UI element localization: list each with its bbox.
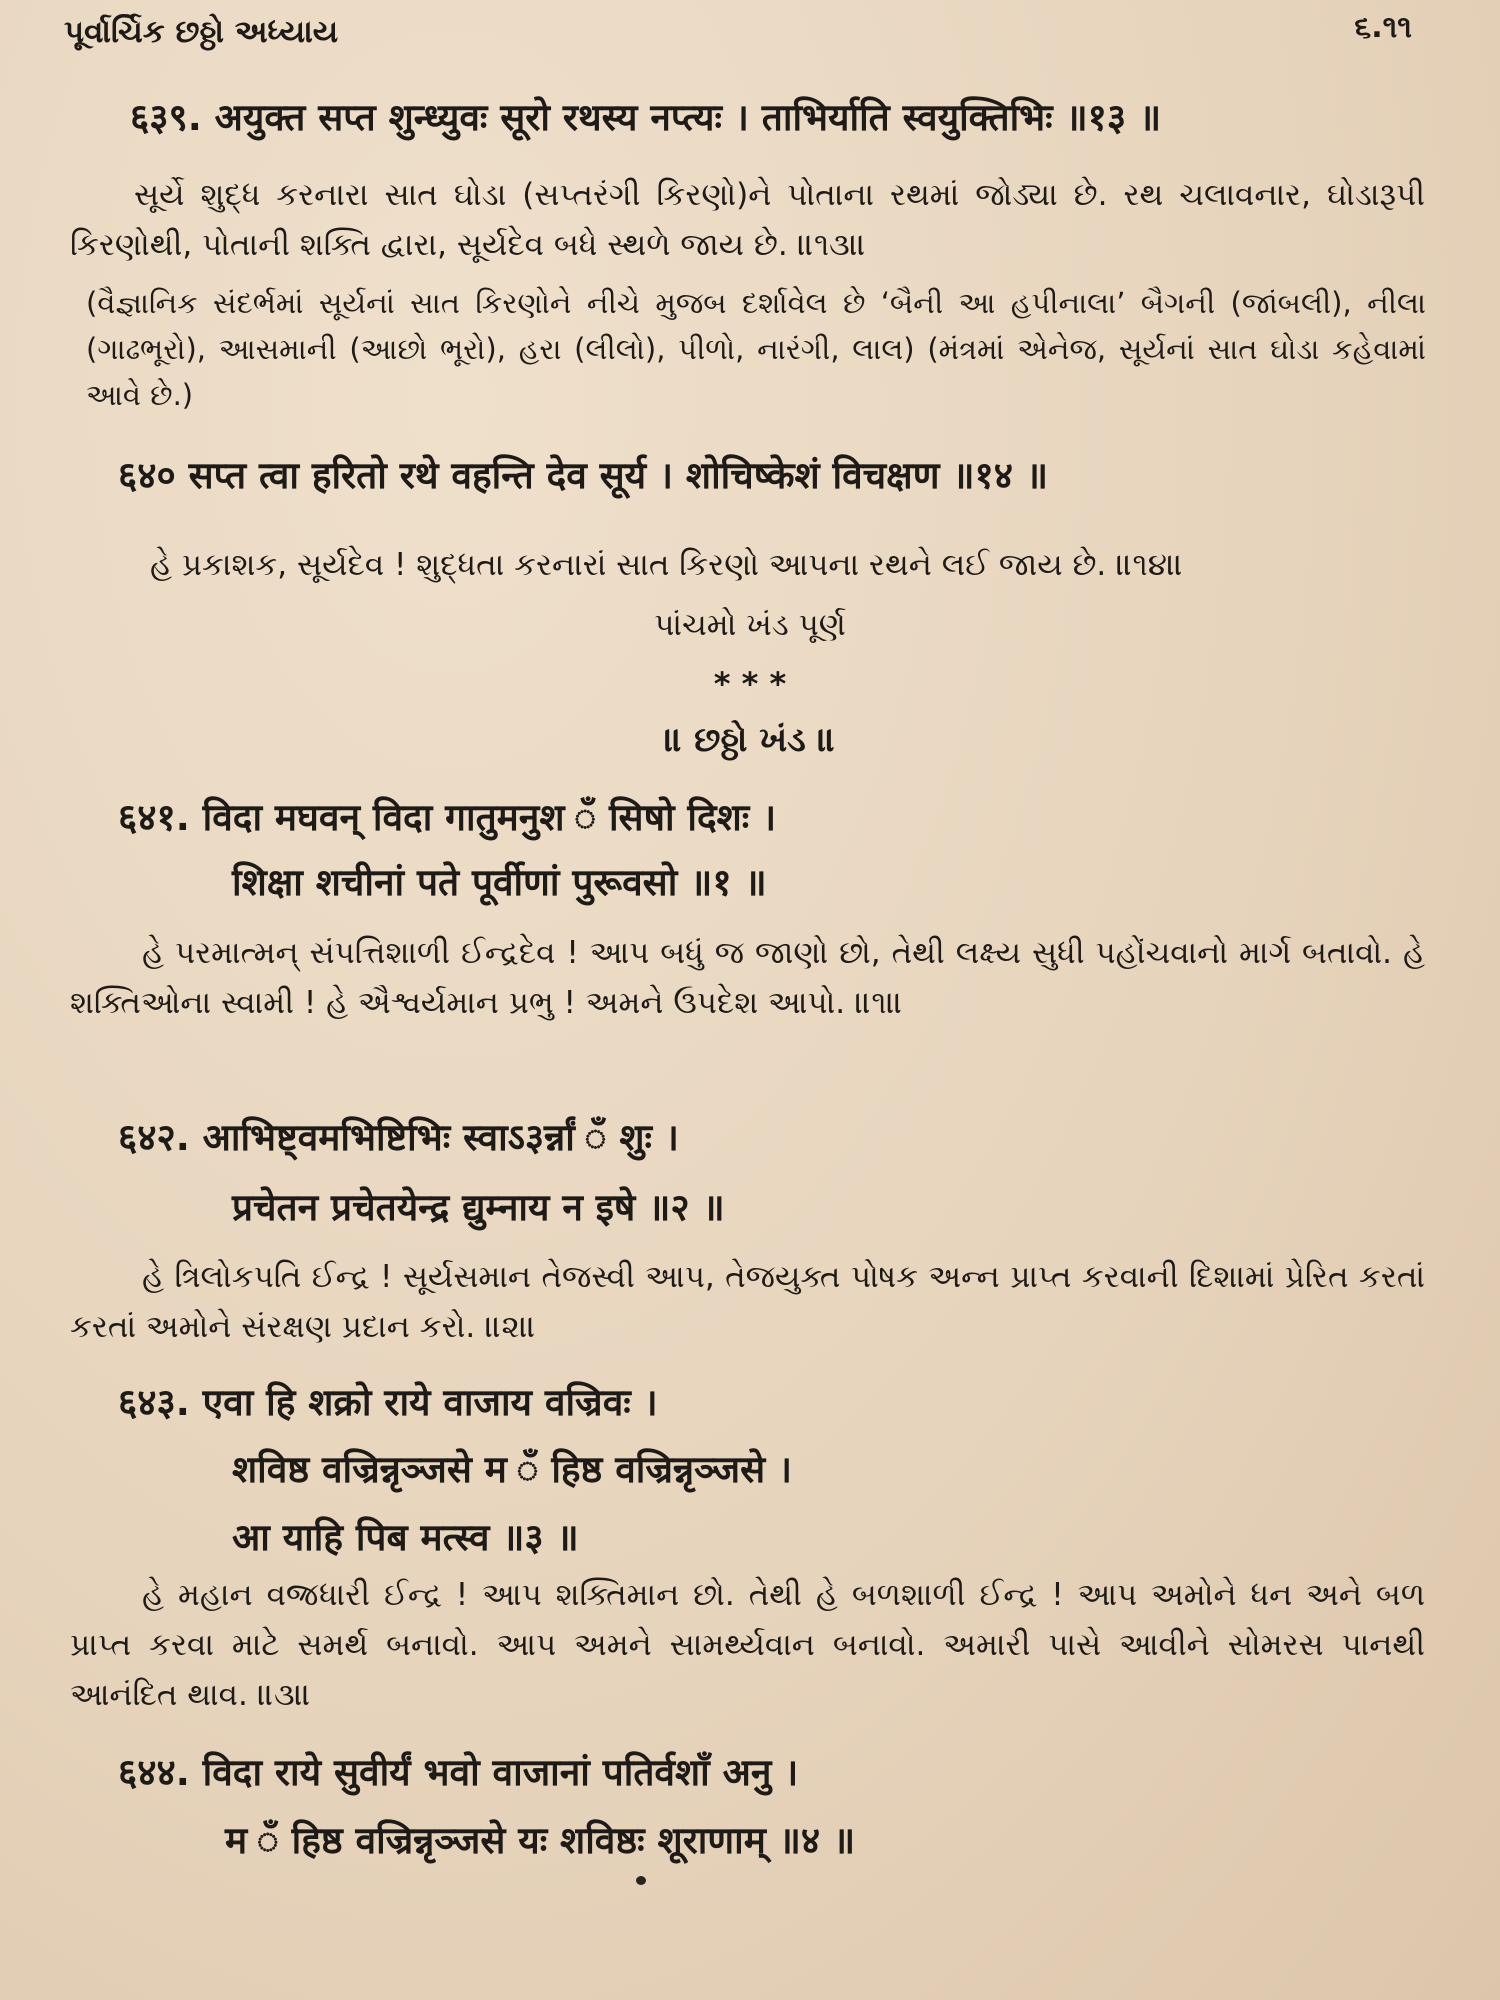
mantra-642-line2: प्रचेतन प्रचेतयेन्द्र द्युम्नाय न इषे ॥२ ॥ <box>232 1186 725 1229</box>
mantra-639: ६३९. अयुक्त सप्त शुन्ध्युवः सूरो रथस्य नप्त्यः । ताभिर्याति स्वयुक्तिभिः ॥१३ ॥ <box>130 96 1162 139</box>
translation-643: હે મહાન વજ્રધારી ઈન્દ્ર ! આપ શક્તિમાન છો. તેથી હે બળશાળી ઈન્દ્ર ! આપ અમોને ધન અને બળ પ્રાપ્ત કરવા માટે સમર્થ બનાવો. આપ અમને સામર્થ્યવાન બનાવો. અમારી પાસે આવીને સોમરસ પાનથી આનંદિત થાવ. ॥૩॥ <box>70 1577 1425 1713</box>
khand-complete: પાંચમો ખંડ પૂર્ણ <box>654 607 846 643</box>
mantra-643-line2: शविष्ठ वज्रिन्नृञ्जसे म ँ हिष्ठ वज्रिन्नृञ्जसे । <box>232 1448 792 1491</box>
translation-639: સૂર્યે શુદ્ધ કરનારા સાત ઘોડા (સપ્તરંગી કિરણો)ને પોતાના રથમાં જોડ્યા છે. રથ ચલાવનાર, ઘોડારૂપી કિરણોથી, પોતાની શક્તિ દ્વારા, સૂર્યદેવ બધે સ્થળે જાય છે. ॥૧૩॥ <box>70 177 1425 263</box>
mantra-643-line1: ६४३. एवा हि शक्रो राये वाजाय वज्रिवः । <box>118 1381 658 1424</box>
mantra-644-line2: म ँ हिष्ठ वज्रिन्नृञ्जसे यः शविष्ठः शूराणाम् ॥४ ॥ <box>225 1819 856 1862</box>
translation-642: હે ત્રિલોકપતિ ઈન્દ્ર ! સૂર્યસમાન તેજસ્વી આપ, તેજયુક્ત પોષક અન્ન પ્રાપ્ત કરવાની દિશામાં પ્રેરિત કરતાં કરતાં અમોને સંરક્ષણ પ્રદાન કરો. ॥૨॥ <box>70 1259 1425 1345</box>
running-header: પૂર્વાર્ચિક છઠ્ઠો અધ્યાય <box>64 14 339 50</box>
ink-dot <box>636 1876 646 1885</box>
mantra-641-line2: शिक्षा शचीनां पते पूर्वीणां पुरूवसो ॥१ ॥ <box>232 861 767 904</box>
mantra-644-line1: ६४४. विदा राये सुवीर्यं भवो वाजानां पतिर्वशाँ अनु । <box>118 1751 799 1794</box>
mantra-642-line1: ६४२. आभिष्ट्वमभिष्टिभिः स्वाऽ३र्न्नां ँ शुः । <box>118 1116 679 1159</box>
mantra-641-line1: ६४१. विदा मघवन् विदा गातुमनुश ँ सिषो दिशः । <box>118 796 777 839</box>
mantra-640: ६४० सप्त त्वा हरितो रथे वहन्ति देव सूर्य । शोचिष्केशं विचक्षण ॥१४ ॥ <box>118 454 1049 497</box>
page-number: ૬.૧૧ <box>1354 10 1412 45</box>
khand-title: ॥ છઠ્ઠો ખંડ ॥ <box>664 720 836 760</box>
note-639: (વૈજ્ઞાનિક સંદર્ભમાં સૂર્યનાં સાત કિરણોને નીચે મુજબ દર્શાવેલ છે ‘બૈની આ હપીનાલા’ બૈગની (જાંબલી), નીલા (ગાઢભૂરો), આસમાની (આછો ભૂરો), હરા (લીલો), પીળો, નારંગી, લાલ) (મંત્રમાં એનેજ, સૂર્યનાં સાત ઘોડા કહેવામાં આવે ‍છે.) <box>86 286 1426 412</box>
mantra-643-line3: आ याहि पिब मत्स्व ॥३ ॥ <box>232 1516 579 1559</box>
translation-640: હે પ્રકાશક, સૂર્યદેવ ! શુદ્ધતા કરનારાં સાત કિરણો આપના રથને લઈ જાય છે. ॥૧૪॥ <box>150 547 1184 583</box>
translation-641: હે પરમાત્મન્ સંપત્તિશાળી ઈન્દ્રદેવ ! આપ બધું જ જાણો છો, તેથી લક્ષ્ય સુધી પહોંચવાનો માર્ગ બતાવો. હે શક્તિઓના સ્વામી ! હે ઐશ્વર્યમાન પ્રભુ ! અમને ઉપદેશ આપો. ॥૧॥ <box>70 935 1425 1021</box>
section-separator: * * * <box>713 665 787 703</box>
